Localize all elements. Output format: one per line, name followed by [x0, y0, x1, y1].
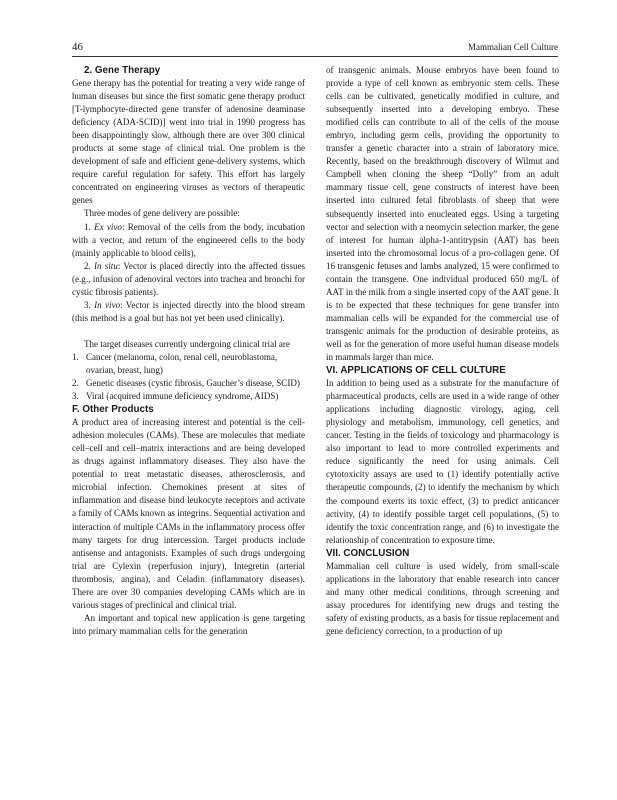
- page-number: 46: [72, 41, 83, 53]
- gene-therapy-heading: 2. Gene Therapy: [84, 65, 161, 76]
- left-column: [72, 64, 305, 638]
- transgenic-paragraph: of transgenic animals. Mouse embryos have been found to provide a type of cell known as embryonic stem cells. These cells can be cultivated, genetically modified in culture, and subsequently inserted into a developing embryo. These modified cells can contribute to all of the cells of the mouse embryo, including germ cells, providing the opportunity to transfer a genetic character into a strain of laboratory mice. Recently, based on the breakthrough discovery of Wilmut and Campbell when cloning the sheep “Dolly” from an adult mammary tissue cell, gene constructs of interest have been inserted into cultured fetal fibroblasts of sheep that were subsequently inserted into enucleated eggs. Using a targeting vector and selection with a neomycin selection marker, the gene of interest for human alpha-1-antitrypsin (AAT) has been inserted into the chromosomal locus of a pro-collagen gene. Of 16 transgenic fetuses and lambs analyzed, 15 were confirmed to contain the transgene. One individual produced 650 mg/L of AAT in the milk from a single inserted copy of the AAT gene. It is to be expected that these techniques for gene transfer into mammalian cells will be expanded for the commercial use of transgenic animals for the production of desirable proteins, as well as for the generation of more useful human disease models in mammals larger than mice.: [326, 65, 559, 363]
- target-diseases-list: [72, 351, 305, 403]
- delivery-modes-intro: Three modes of gene delivery are possible:: [84, 208, 240, 219]
- applications-heading: VI. APPLICATIONS OF CELL CULTURE: [326, 365, 506, 377]
- gene-therapy-paragraph: Gene therapy has the potential for treating a very wide range of human diseases but since the first somatic gene therapy product [T-lymphocyte-directed gene transfer of adenosine deaminase deficiency (ADA-SCID)] went into trial in 1990 progress has been disappointingly slow, although there are over 300 clinical products at some stage of clinical trial. One problem is the development of safe and efficient gene-delivery systems, which require careful regulation for safety. This effort has largely concentrated on engineering viruses as vectors of therapeutic genes: [72, 78, 305, 206]
- delivery-modes-list: [72, 221, 305, 325]
- other-products-paragraph: A product area of increasing interest and potential is the cell-adhesion molecules (CAMs). These are molecules that mediate cell–cell and cell–matrix interactions and are being developed as drugs against inflammatory diseases. They also have the potential to treat metastatic diseases, atherosclerosis, and microbial infection. Chemokines present at sites of inflammation and disease bind leukocyte receptors and activate a family of CAMs known as integrins. Sequential activation and interaction of multiple CAMs in the inflammatory process offer many targets for drug intercession. Target products include antisense and antagonists. Examples of such drugs undergoing trial are Cylexin (reperfusion injury), Integretin (arterial thrombosis, angina), and Celadin (inflammatory diseases). There are over 30 companies developing CAMs which are in various stages of preclinical and clinical trial.: [72, 417, 305, 610]
- list-item: 1. Ex vivo: Removal of the cells from the body, incubation with a vector, and return of the engineered cells to the body (mainly applicable to blood cells),: [72, 221, 305, 258]
- target-diseases-intro: The target diseases currently undergoing clinical trial are: [84, 338, 290, 349]
- conclusion-heading: VII. CONCLUSION: [326, 547, 410, 559]
- list-item: 3. Viral (acquired immune deficiency syndrome, AIDS): [72, 391, 279, 402]
- header-rule: [72, 56, 558, 57]
- list-item: 2. In situ: Vector is placed directly into the affected tissues (e.g., infusion of adenoviral vectors into trachea and bronchi for cystic fibrosis patients).: [72, 260, 305, 297]
- list-item: 1. Cancer (melanoma, colon, renal cell, neuroblastoma, ovarian, breast, lung): [72, 351, 278, 375]
- other-products-heading: F. Other Products: [72, 404, 154, 416]
- right-column: [326, 64, 559, 638]
- list-item: 3. In vivo: Vector is injected directly into the blood stream (this method is a goal but has not yet been used clinically).: [72, 299, 305, 323]
- running-head: Mammalian Cell Culture: [468, 42, 558, 52]
- list-item: 2. Genetic diseases (cystic fibrosis, Gaucher’s disease, SCID): [72, 378, 300, 389]
- conclusion-paragraph: Mammalian cell culture is used widely, from small-scale applications in the laboratory that enable research into cancer and many other medical conditions, through screening and assay procedures for identifying new drugs and testing the safety of existing products, as a basis for tissue replacement and gene deficiency correction, to a production of up: [326, 560, 559, 636]
- applications-paragraph: In addition to being used as a substrate for the manufacture of pharmaceutical products, cells are used in a wide range of other applications including diagnostic virology, aging, cell physiology and metabolism, immunology, cell genetics, and cancer. Testing in the fields of toxicology and pharmacology is also important to lead to more controlled experiments and reduce significantly the need for using animals. Cell cytotoxicity assays are used to (1) identify potentially active therapeutic compounds, (2) to identify the mechanism by which the compound exerts its toxic effect, (3) to predict anticancer activity, (4) to identify possible target cell populations, (5) to identify the toxic concentration range, and (6) to investigate the relationship of concentration to exposure time.: [326, 378, 559, 545]
- gene-targeting-paragraph: An important and topical new application is gene targeting into primary mammalian cells for the generation: [72, 612, 305, 636]
